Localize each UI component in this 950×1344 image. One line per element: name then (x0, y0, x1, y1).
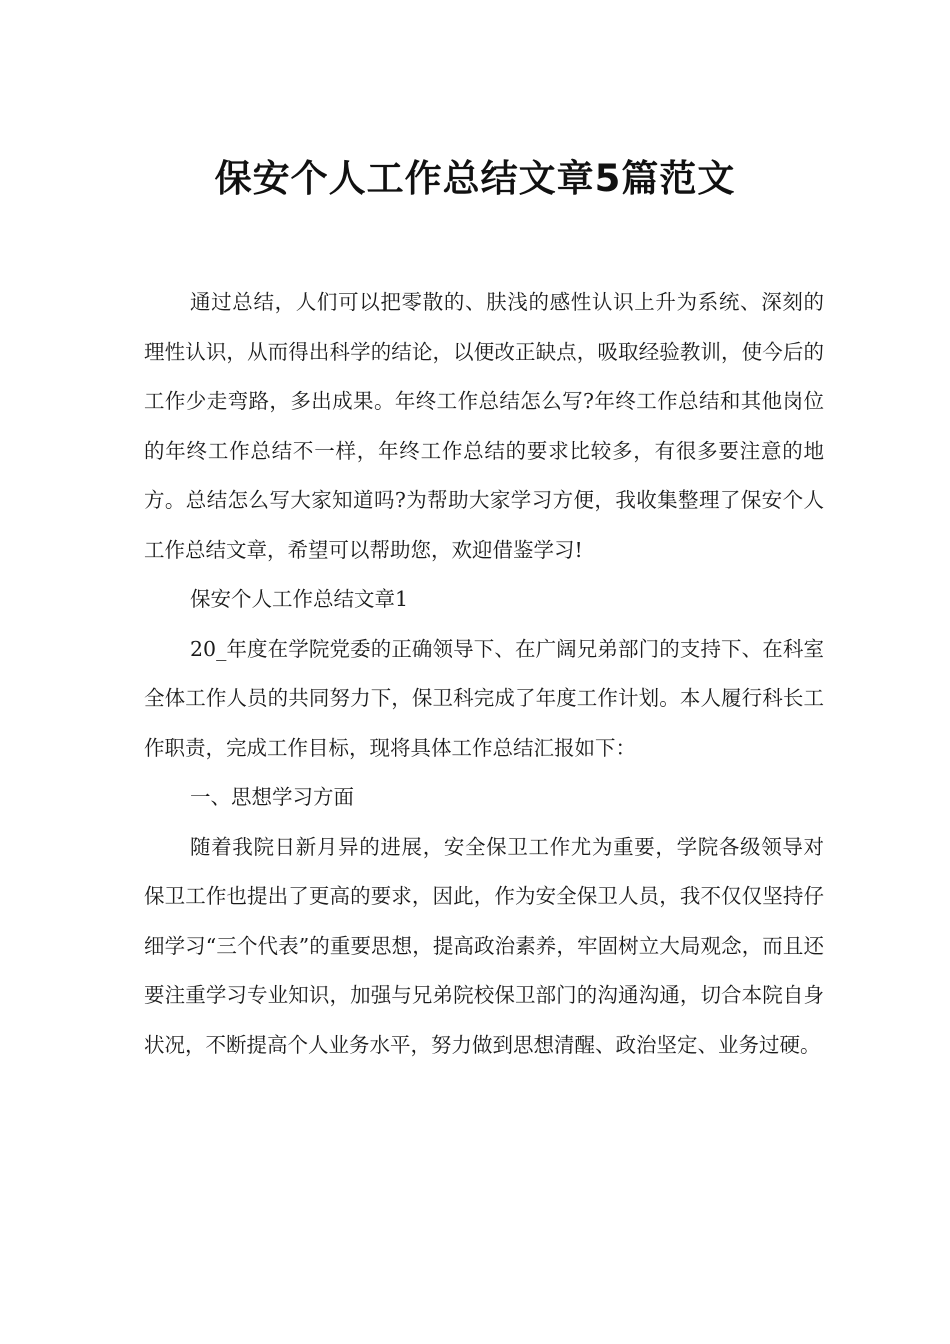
subsection-paragraph: 随着我院日新月异的进展，安全保卫工作尤为重要，学院各级领导对保卫工作也提出了更高的要求，因此，作为安全保卫人员，我不仅仅坚持仔细学习“三个代表”的重要思想，提高政治素养，牢固树立大局观念，而且还要注重学习专业知识，加强与兄弟院校保卫部门的沟通沟通，切合本院自身状况，不断提高个人业务水平，努力做到思想清醒、政治坚定、业务过硬。 (144, 834, 824, 1057)
section-paragraph: 20_年度在学院党委的正确领导下、在广阔兄弟部门的支持下、在科室全体工作人员的共同努力下，保卫科完成了年度工作计划。本人履行科长工作职责，完成工作目标，现将具体工作总结汇报如下： (144, 636, 824, 760)
page-title: 保安个人工作总结文章5篇范文 (214, 156, 736, 200)
document-body (144, 278, 824, 1070)
section-heading: 保安个人工作总结文章1 (190, 587, 409, 611)
subsection-heading: 一、思想学习方面 (190, 785, 354, 809)
intro-paragraph: 通过总结，人们可以把零散的、肤浅的感性认识上升为系统、深刻的理性认识，从而得出科学的结论，以便改正缺点，吸取经验教训，使今后的工作少走弯路，多出成果。年终工作总结怎么写?年终工作总结和其他岗位的年终工作总结不一样，年终工作总结的要求比较多，有很多要注意的地方。总结怎么写大家知道吗?为帮助大家学习方便，我收集整理了保安个人工作总结文章，希望可以帮助您，欢迎借鉴学习! (144, 290, 824, 562)
